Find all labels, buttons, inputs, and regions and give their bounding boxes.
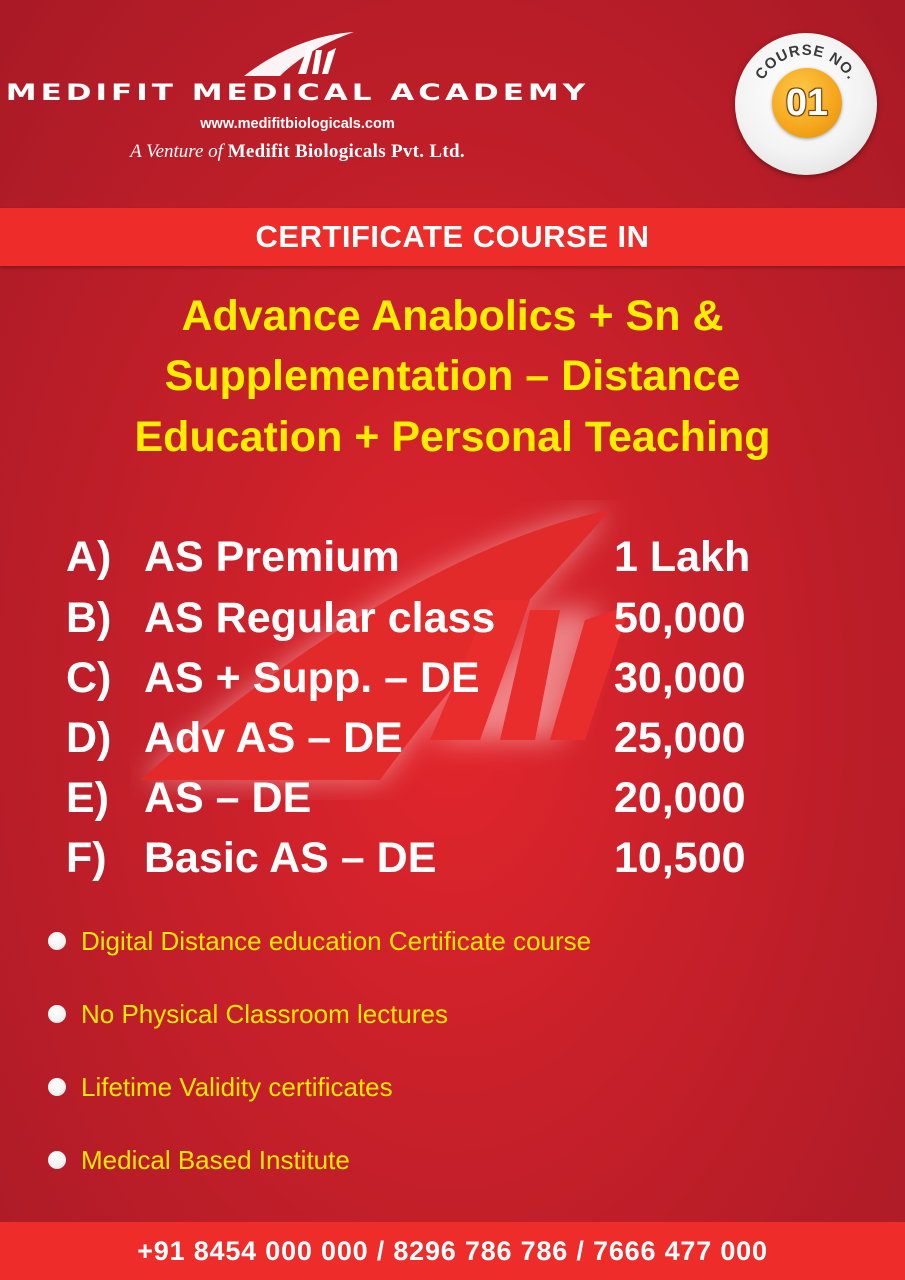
course-letter: C): [66, 654, 112, 702]
academy-name: MEDIFIT MEDICAL ACADEMY: [5, 80, 590, 106]
course-letter: F): [66, 834, 107, 882]
course-row-f: [66, 828, 766, 888]
bullet-dot-icon: [48, 1151, 66, 1169]
course-badge-label-text: COURSE NO.: [752, 41, 861, 83]
bullet-dot-icon: [48, 1078, 66, 1096]
course-letter: D): [66, 714, 112, 762]
bullet-dot-icon: [48, 1005, 66, 1023]
course-name: AS Regular class: [144, 594, 496, 642]
venture-prefix: A Venture of: [130, 141, 223, 162]
medifit-logo-icon: [240, 28, 360, 80]
bullet-dot-icon: [48, 932, 66, 950]
course-title-line-1: Advance Anabolics + Sn &: [181, 292, 724, 340]
venture-company: Medifit Biologicals Pvt. Ltd.: [227, 141, 465, 162]
feature-text: Medical Based Institute: [81, 1144, 350, 1175]
course-row-d: [66, 708, 766, 768]
feature-item: [48, 923, 591, 959]
course-name: AS Premium: [144, 533, 400, 581]
feature-item: [48, 1142, 350, 1178]
website-link[interactable]: www.medifitbiologicals.com: [200, 116, 395, 132]
feature-item: [48, 996, 448, 1032]
course-letter: B): [66, 594, 112, 642]
feature-text: No Physical Classroom lectures: [81, 998, 449, 1029]
venture-line: [0, 141, 595, 163]
feature-item: [48, 1069, 393, 1105]
course-name: Adv AS – DE: [144, 714, 403, 762]
course-name: Basic AS – DE: [144, 834, 437, 882]
course-letter: E): [66, 774, 109, 822]
course-row-e: [66, 768, 766, 828]
certificate-banner: CERTIFICATE COURSE IN: [0, 208, 905, 266]
course-price: 20,000: [614, 774, 746, 822]
course-name: AS – DE: [144, 774, 312, 822]
course-row-c: [66, 648, 766, 708]
course-letter: A): [66, 533, 112, 581]
course-row-a: [66, 527, 766, 587]
feature-text: Lifetime Validity certificates: [81, 1071, 393, 1102]
course-price: 1 Lakh: [614, 533, 751, 581]
course-price: 30,000: [614, 654, 746, 702]
course-title-line-2: Supplementation – Distance: [164, 352, 741, 400]
course-title-line-3: Education + Personal Teaching: [134, 413, 771, 461]
course-name: AS + Supp. – DE: [144, 654, 480, 702]
course-price: 25,000: [614, 714, 746, 762]
feature-text: Digital Distance education Certificate course: [81, 925, 592, 956]
course-price: 10,500: [614, 834, 746, 882]
contact-phones: +91 8454 000 000 / 8296 786 786 / 7666 477 000: [0, 1222, 905, 1280]
course-number: 01: [772, 68, 842, 138]
course-price: 50,000: [614, 594, 746, 642]
course-row-b: [66, 588, 766, 648]
